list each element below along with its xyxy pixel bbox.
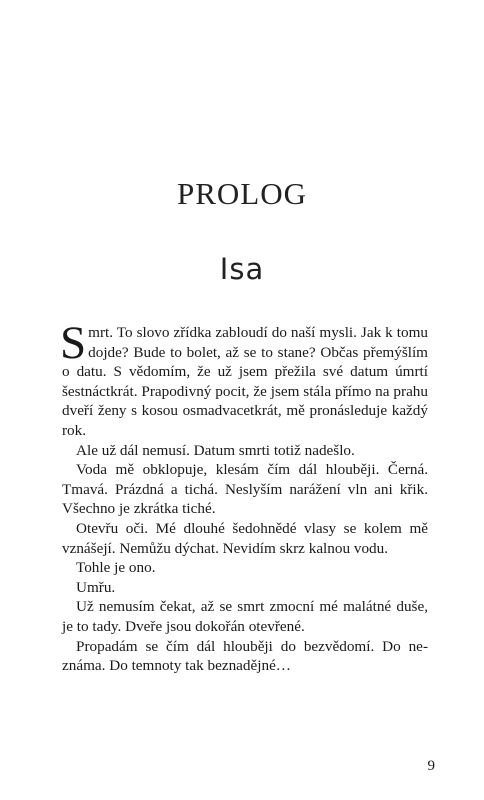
drop-cap: S <box>60 317 87 369</box>
paragraph: Tohle je ono. <box>76 559 156 577</box>
chapter-body <box>60 317 428 676</box>
chapter-pov-heading: Isa <box>219 252 265 286</box>
paragraph <box>60 317 428 441</box>
paragraph: Propadám se čím dál hlouběji do bezvědomí. Do neznáma. Do temnoty tak beznadějné… <box>62 637 428 675</box>
paragraph: Ale už dál nemusí. Datum smrti totiž nadešlo. <box>76 441 355 459</box>
page-number: 9 <box>427 758 435 774</box>
paragraph: Voda mě obklopuje, klesám čím dál hlouběji. Černá. Tmavá. Prázdná a tichá. Neslyším narážení vln ani křik. Všechno je zkrátka tiché. <box>62 461 428 518</box>
paragraph: Už nemusím čekat, až se smrt zmocní mé malátné duše, je to tady. Dveře jsou dokořán otevřené. <box>62 598 428 635</box>
chapter-title: PROLOG <box>176 176 307 211</box>
paragraph-text: mrt. To slovo zřídka zabloudí do naší mysli. Jak k tomu dojde? Bude to bolet, až se to stane? Občas přemýšlím o datu. S vědomím, že už jsem přežila své datum úmrtí šestnáctkrát. Prapodivný pocit, že jsem stála přímo na prahu dveří ženy s kosou osmadvacetkrát, mě pronásleduje každý rok. <box>62 324 428 439</box>
paragraph: Otevřu oči. Mé dlouhé šedohnědé vlasy se kolem mě vznášejí. Nemůžu dýchat. Nevidím skrz kalnou vodu. <box>62 519 428 557</box>
paragraph: Umřu. <box>76 578 116 596</box>
